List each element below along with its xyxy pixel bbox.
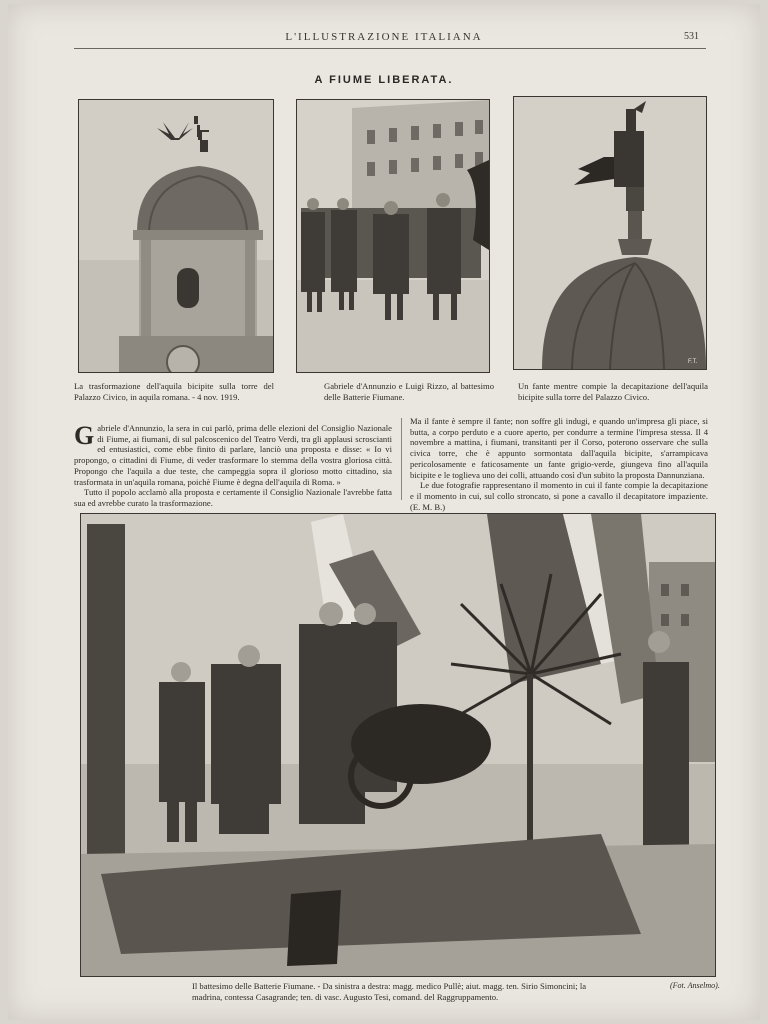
article-paragraph: Ma il fante è sempre il fante; non soffre gli indugi, e quando un'impresa gli piace, si butta, a corpo perduto e a cuore aperto, per condurre a termine l'impresa stessa. Il 4 novembre a mattina, i fiumani, transitanti per il Corso, poterono osservare che sulla civica torre, che è appunto sormontata dall'aquila bicipite, s'arrampicava pericolosamente e faticosamente un fante grigio-verde, giungeva fino all'aquila bicipite e le toglieva uno dei colli, attuando così d'un subito la proposta Dannunziana. [410, 416, 708, 480]
bottom-photo-caption: Il battesimo delle Batterie Fiumane. - Da sinistra a destra: magg. medico Pullè; aiut. magg. ten. Sirio Simoncini; la madrina, contessa Casagrande; ten. di vasc. Augusto Tesi, comand. del Raggruppamento. [192, 981, 587, 1002]
article-column-left [74, 423, 392, 509]
photo-battery-baptism [80, 513, 716, 977]
article-paragraph [410, 480, 708, 512]
officers-illustration [297, 100, 489, 372]
author-signature: (E. M. B.) [410, 501, 446, 512]
photo-credit: (Fot. Anselmo). [670, 981, 720, 990]
photo-caption-tower: La trasformazione dell'aquila bicipite sulla torre del Palazzo Civico, in aquila romana. - 4 nov. 1919. [74, 381, 274, 402]
photo-mark: F.T. [688, 359, 698, 365]
running-title: L'ILLUSTRAZIONE ITALIANA [285, 31, 483, 43]
photo-caption-dome: Un fante mentre compie la decapitazione dell'aquila bicipite sulla torre del Palazzo Civico. [518, 381, 708, 402]
ceremony-illustration [81, 514, 715, 976]
photo-dannunzio-rizzo [296, 99, 490, 373]
column-divider [401, 418, 402, 500]
article-headline: A FIUME LIBERATA. [314, 74, 454, 86]
page-number: 531 [684, 31, 699, 42]
photo-eagle-decapitation [513, 96, 707, 370]
dome-illustration [514, 97, 706, 369]
article-paragraph: Tutto il popolo acclamò alla proposta e certamente il Consiglio Nazionale l'avrebbe fatta sua ed avrebbe curato la trasformazione. [74, 487, 392, 508]
article-paragraph-text: Le due fotografie rappresentano il momento in cui il fante compie la decapitazione e il momento in cui, sul collo stroncato, si pone a cavallo il decapitatore impaziente. [410, 480, 708, 501]
tower-illustration [79, 100, 273, 372]
photo-caption-officers: Gabriele d'Annunzio e Luigi Rizzo, al battesimo delle Batterie Fiumane. [324, 381, 494, 402]
drop-cap: G [74, 421, 95, 450]
article-paragraph [74, 423, 392, 487]
article-paragraph-text: abriele d'Annunzio, la sera in cui parlò, prima delle elezioni del Consiglio Nazionale di Fiume, ai fiumani, di sul palcoscenico del Teatro Verdi, tra gli applausi scroscianti ed entusiastici, come ebbe finito di parlare, lanciò una proposta e disse: « Io vi propongo, o cittadini di Fiume, di veder trasformare lo stemma della vostra gloriosa città. Propongo che l'aquila a due teste, che campeggia sopra il glorioso motto cittadino, sia trasformata in un'aquila romana, poichè Fiume è degna dell'aquila di Roma. » [74, 423, 392, 487]
article-column-right [410, 416, 708, 512]
header-rule [74, 48, 706, 49]
photo-tower-eagle [78, 99, 274, 373]
